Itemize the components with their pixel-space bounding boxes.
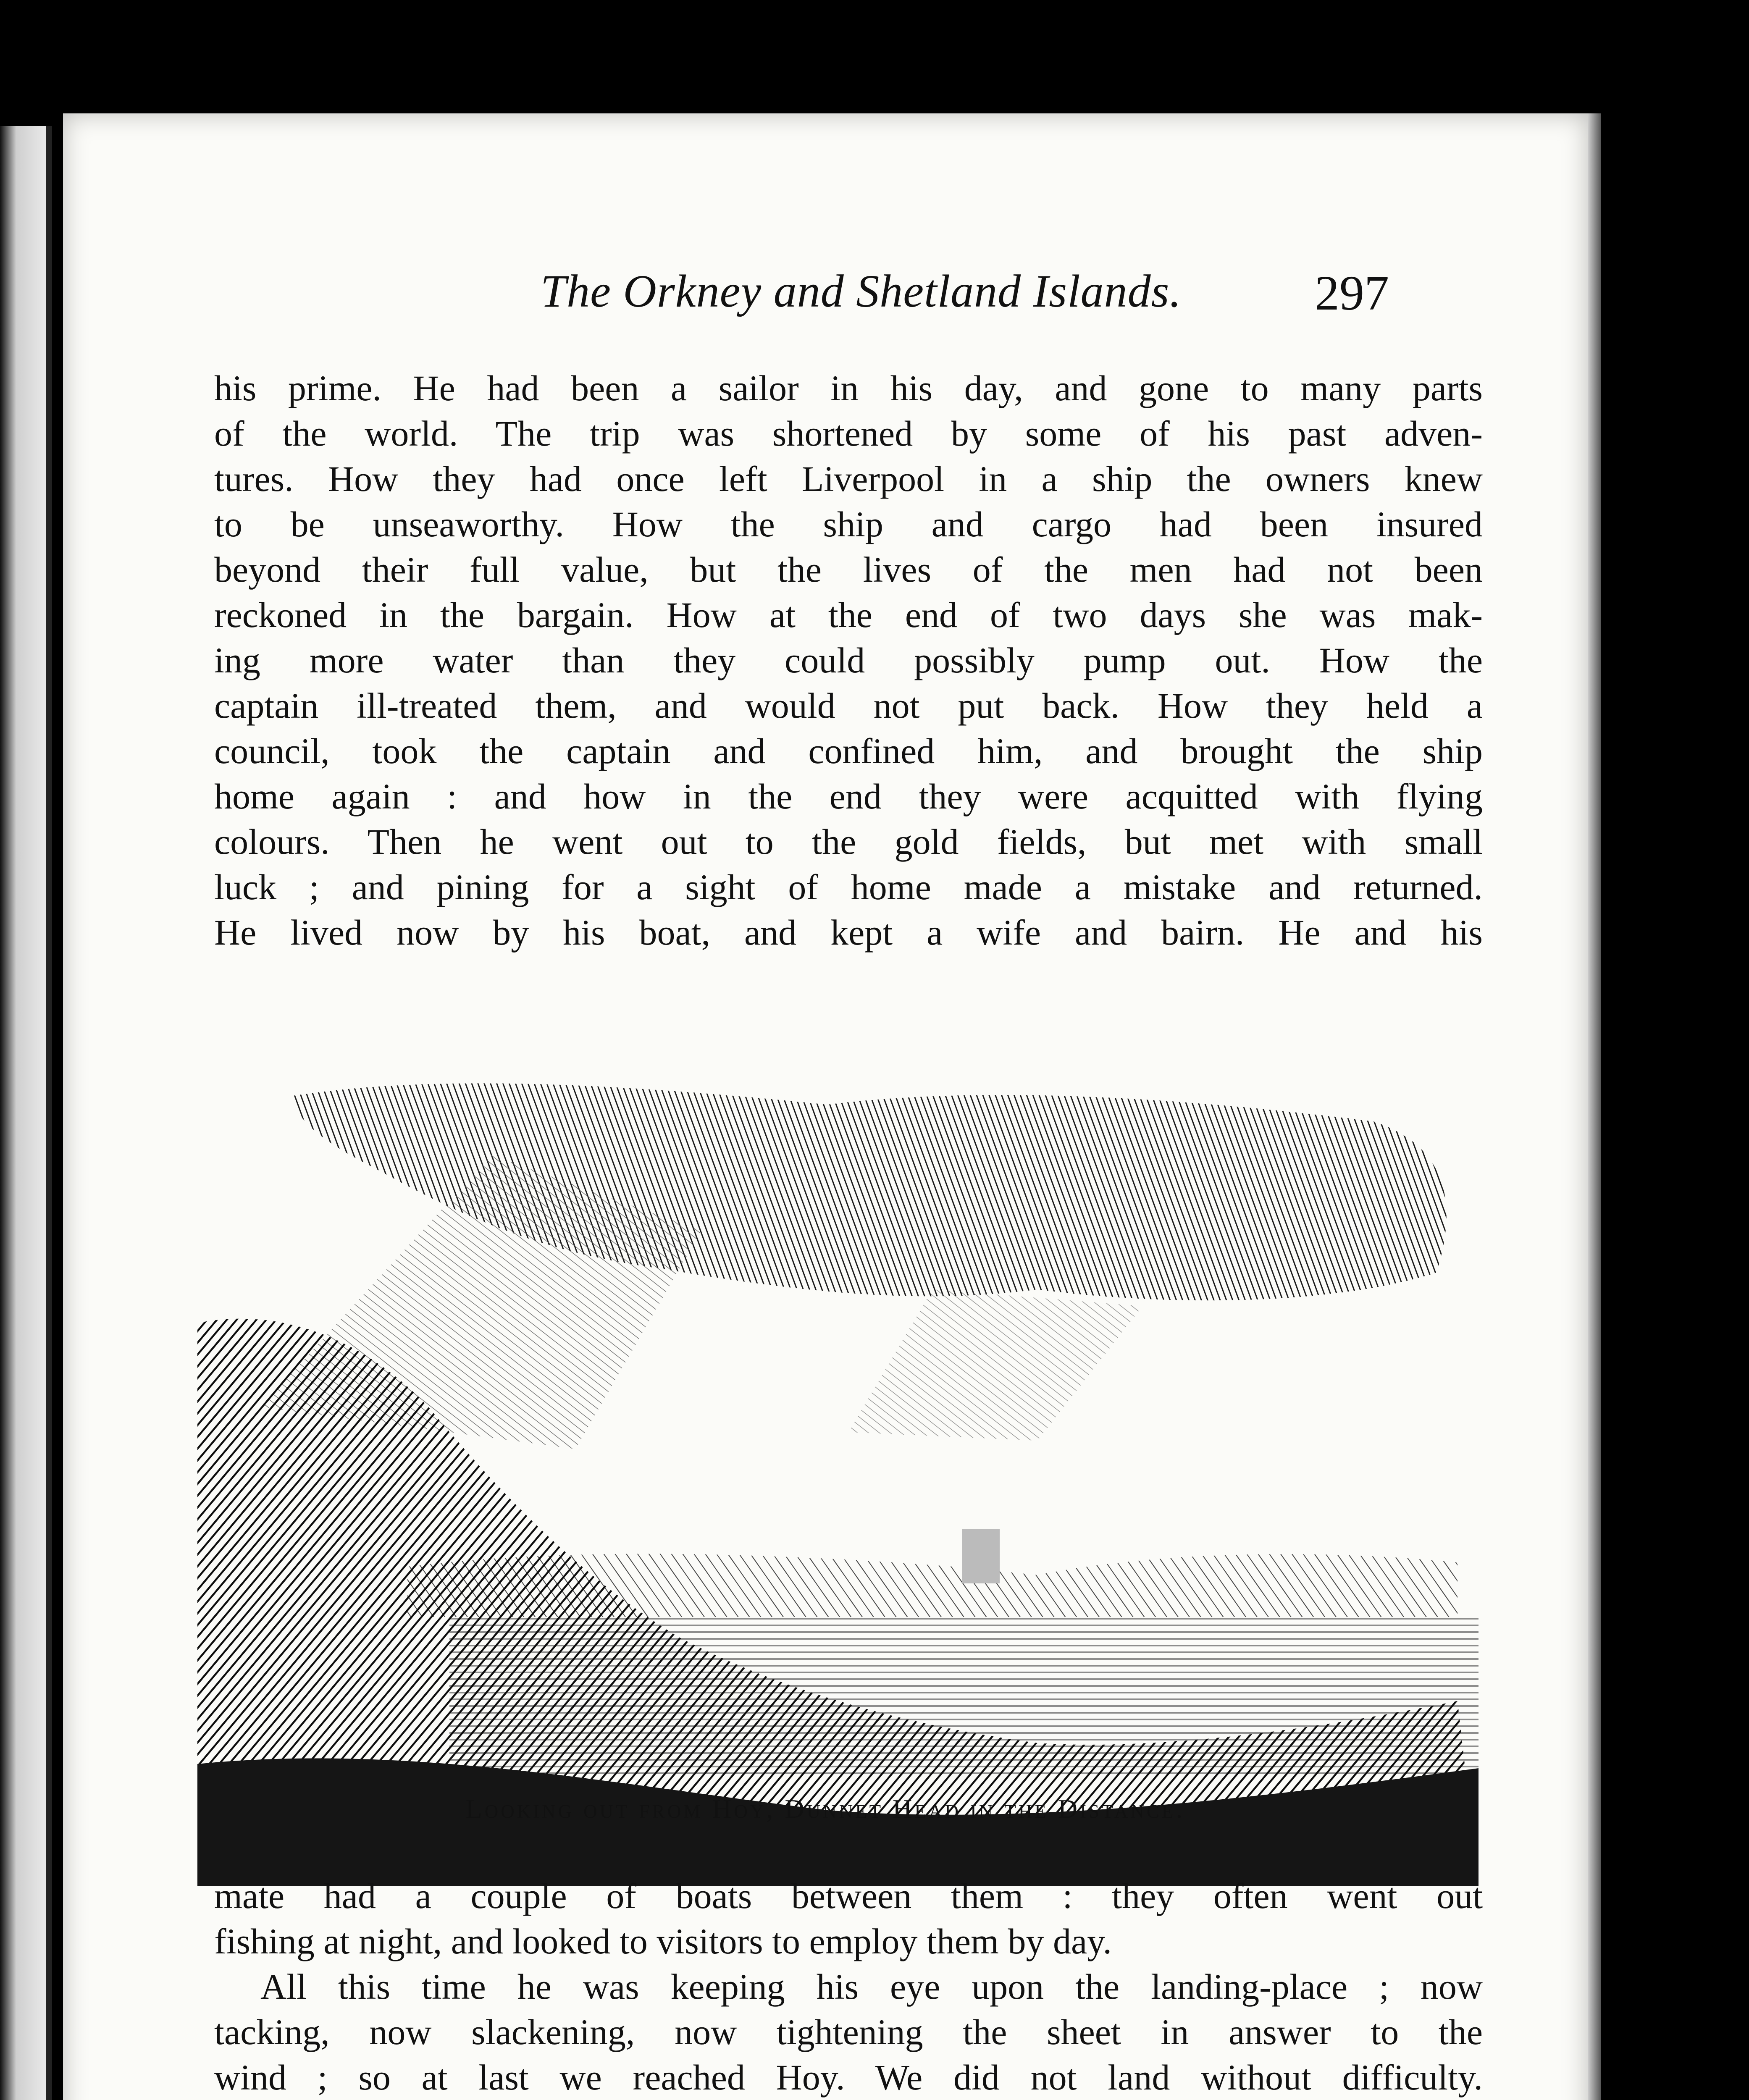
text-line: tures. How they had once left Liverpool in a ship the owners knew bbox=[214, 459, 1483, 499]
text-line: of the world. The trip was shortened by some of his past adven- bbox=[214, 413, 1483, 454]
text-line: reckoned in the bargain. How at the end of two days she was mak- bbox=[214, 595, 1483, 635]
text-line: ing more water than they could possibly pump out. How the bbox=[214, 640, 1483, 680]
text-line: tacking, now slackening, now tightening the sheet in answer to the bbox=[214, 2012, 1483, 2052]
hoy-landscape-engraving bbox=[197, 1071, 1504, 1886]
illustration-caption: Looking out from Hoy, Dunnet Head in the Distance. bbox=[465, 1794, 1185, 1824]
text-line: council, took the captain and confined him, and brought the ship bbox=[214, 731, 1483, 771]
text-line: captain ill-treated them, and would not put back. How they held a bbox=[214, 685, 1483, 726]
page-fore-edge bbox=[1588, 113, 1601, 2100]
page-number: 297 bbox=[1315, 265, 1389, 320]
facing-page-edge bbox=[0, 126, 52, 2100]
text-line: wind ; so at last we reached Hoy. We did not land without difficulty. bbox=[214, 2057, 1483, 2097]
paragraph-bottom bbox=[214, 1873, 1483, 2100]
book-page bbox=[63, 113, 1588, 2100]
text-line: to be unseaworthy. How the ship and cargo had been insured bbox=[214, 504, 1483, 544]
text-line: mate had a couple of boats between them : they often went out bbox=[214, 1876, 1483, 1916]
text-line: He lived now by his boat, and kept a wife and bairn. He and his bbox=[214, 912, 1483, 953]
text-line: home again : and how in the end they were acquitted with flying bbox=[214, 776, 1483, 816]
text-line: his prime. He had been a sailor in his day, and gone to many parts bbox=[214, 368, 1483, 408]
text-line: beyond their full value, but the lives of the men had not been bbox=[214, 549, 1483, 590]
paragraph-top bbox=[214, 365, 1483, 955]
text-line: luck ; and pining for a sight of home made a mistake and returned. bbox=[214, 867, 1483, 907]
running-title: The Orkney and Shetland Islands. bbox=[541, 265, 1182, 317]
engraving-illustration bbox=[197, 1071, 1504, 1886]
text-line: fishing at night, and looked to visitors to employ them by day. bbox=[214, 1921, 1112, 1961]
text-line: All this time he was keeping his eye upon the landing-place ; now bbox=[260, 1966, 1483, 2007]
text-line: colours. Then he went out to the gold fields, but met with small bbox=[214, 822, 1483, 862]
